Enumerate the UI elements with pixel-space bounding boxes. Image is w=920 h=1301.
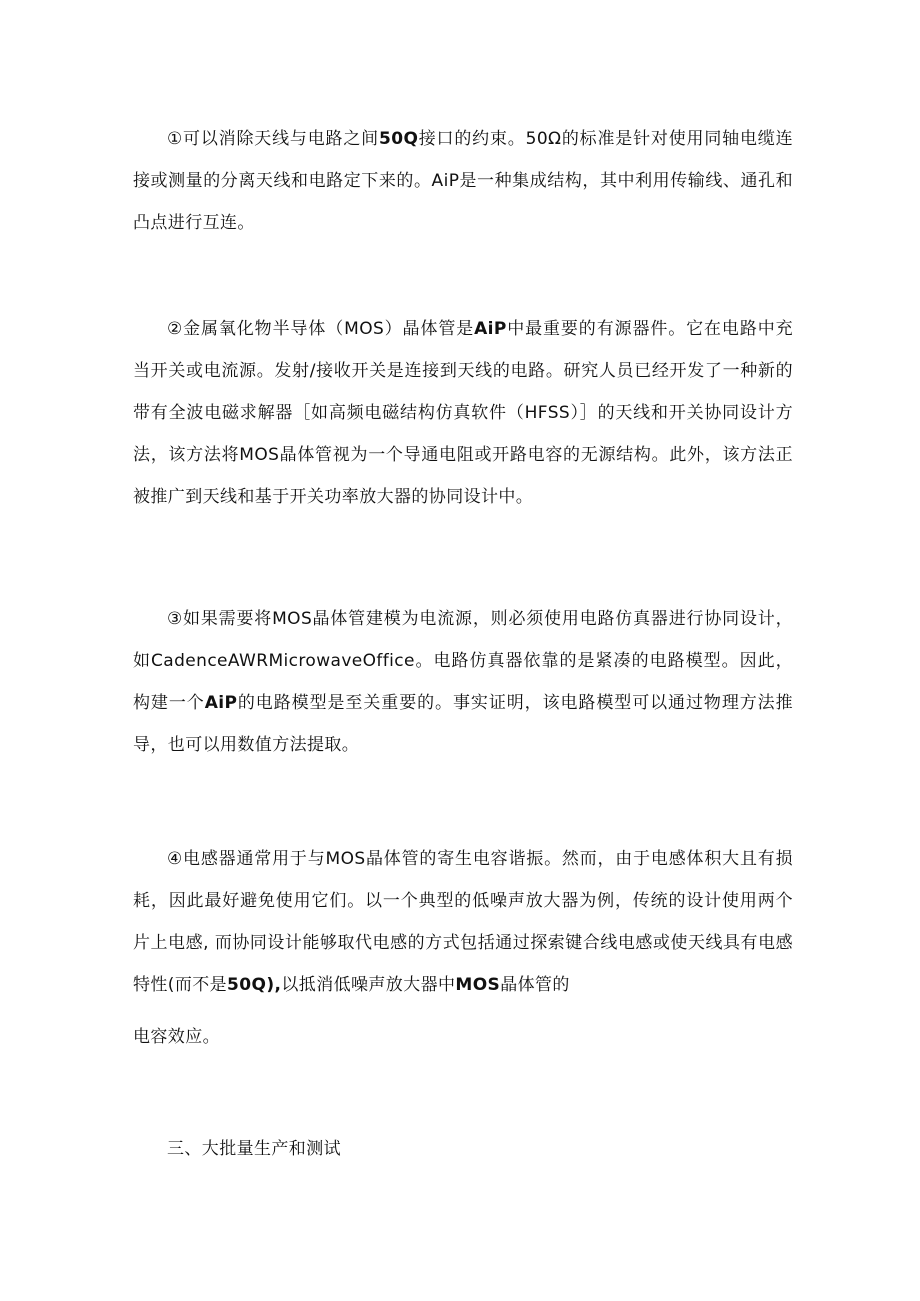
bold-segment: 50Q [379, 129, 419, 149]
paragraph-4 [133, 838, 793, 1006]
paragraph-5 [133, 1016, 793, 1058]
text-segment: 以抵消低噪声放大器中 [281, 975, 456, 995]
bold-segment: MOS [455, 975, 501, 995]
text-segment: ④电感器通常用于与MOS晶体管的寄生电容谐振。然而，由于电感体积大且有损耗，因此最好避免使用它们。以一个典型的低噪声放大器为例，传统的设计使用两个片上电感, 而协同设计能够取代电感的方式包括通过探索键合线电感或使天线具有电感特性(而不是 [133, 849, 793, 995]
bold-segment: 50Q), [227, 975, 282, 995]
text-segment: 中最重要的有源器件。它在电路中充当开关或电流源。发射/接收开关是连接到天线的电路。研究人员已经开发了一种新的带有全波电磁求解器［如高频电磁结构仿真软件（HFSS）］的天线和开关协同设计方法，该方法将MOS晶体管视为一个导通电阻或开路电容的无源结构。此外，该方法正被推广到天线和基于开关功率放大器的协同设计中。 [133, 319, 793, 507]
text-segment: ②金属氧化物半导体（MOS）晶体管是 [167, 319, 475, 339]
text-segment: 接口的约束。50Ω的标准是针对使用同轴电缆连接或测量的分离天线和电路定下来的。AiP是一种集成结构，其中利用传输线、通孔和凸点进行互连。 [133, 129, 793, 233]
text-segment: ③如果需要将MOS晶体管建模为电流源，则必须使用电路仿真器进行协同设计，如CadenceAWRMicrowaveOffice。电路仿真器依靠的是紧凑的电路模型。因此，构建一个 [133, 609, 793, 713]
paragraph-3 [133, 598, 793, 766]
text-segment: 电容效应。 [133, 1027, 220, 1047]
paragraph-2 [133, 308, 793, 518]
bold-segment: AiP [474, 319, 507, 339]
text-segment: ①可以消除天线与电路之间 [167, 129, 379, 149]
text-segment: 的电路模型是至关重要的。事实证明，该电路模型可以通过物理方法推导，也可以用数值方法提取。 [133, 693, 793, 755]
text-segment: 晶体管的 [500, 975, 570, 995]
paragraph-1 [133, 118, 793, 244]
section-heading: 三、大批量生产和测试 [167, 1139, 341, 1159]
bold-segment: AiP [204, 693, 238, 713]
